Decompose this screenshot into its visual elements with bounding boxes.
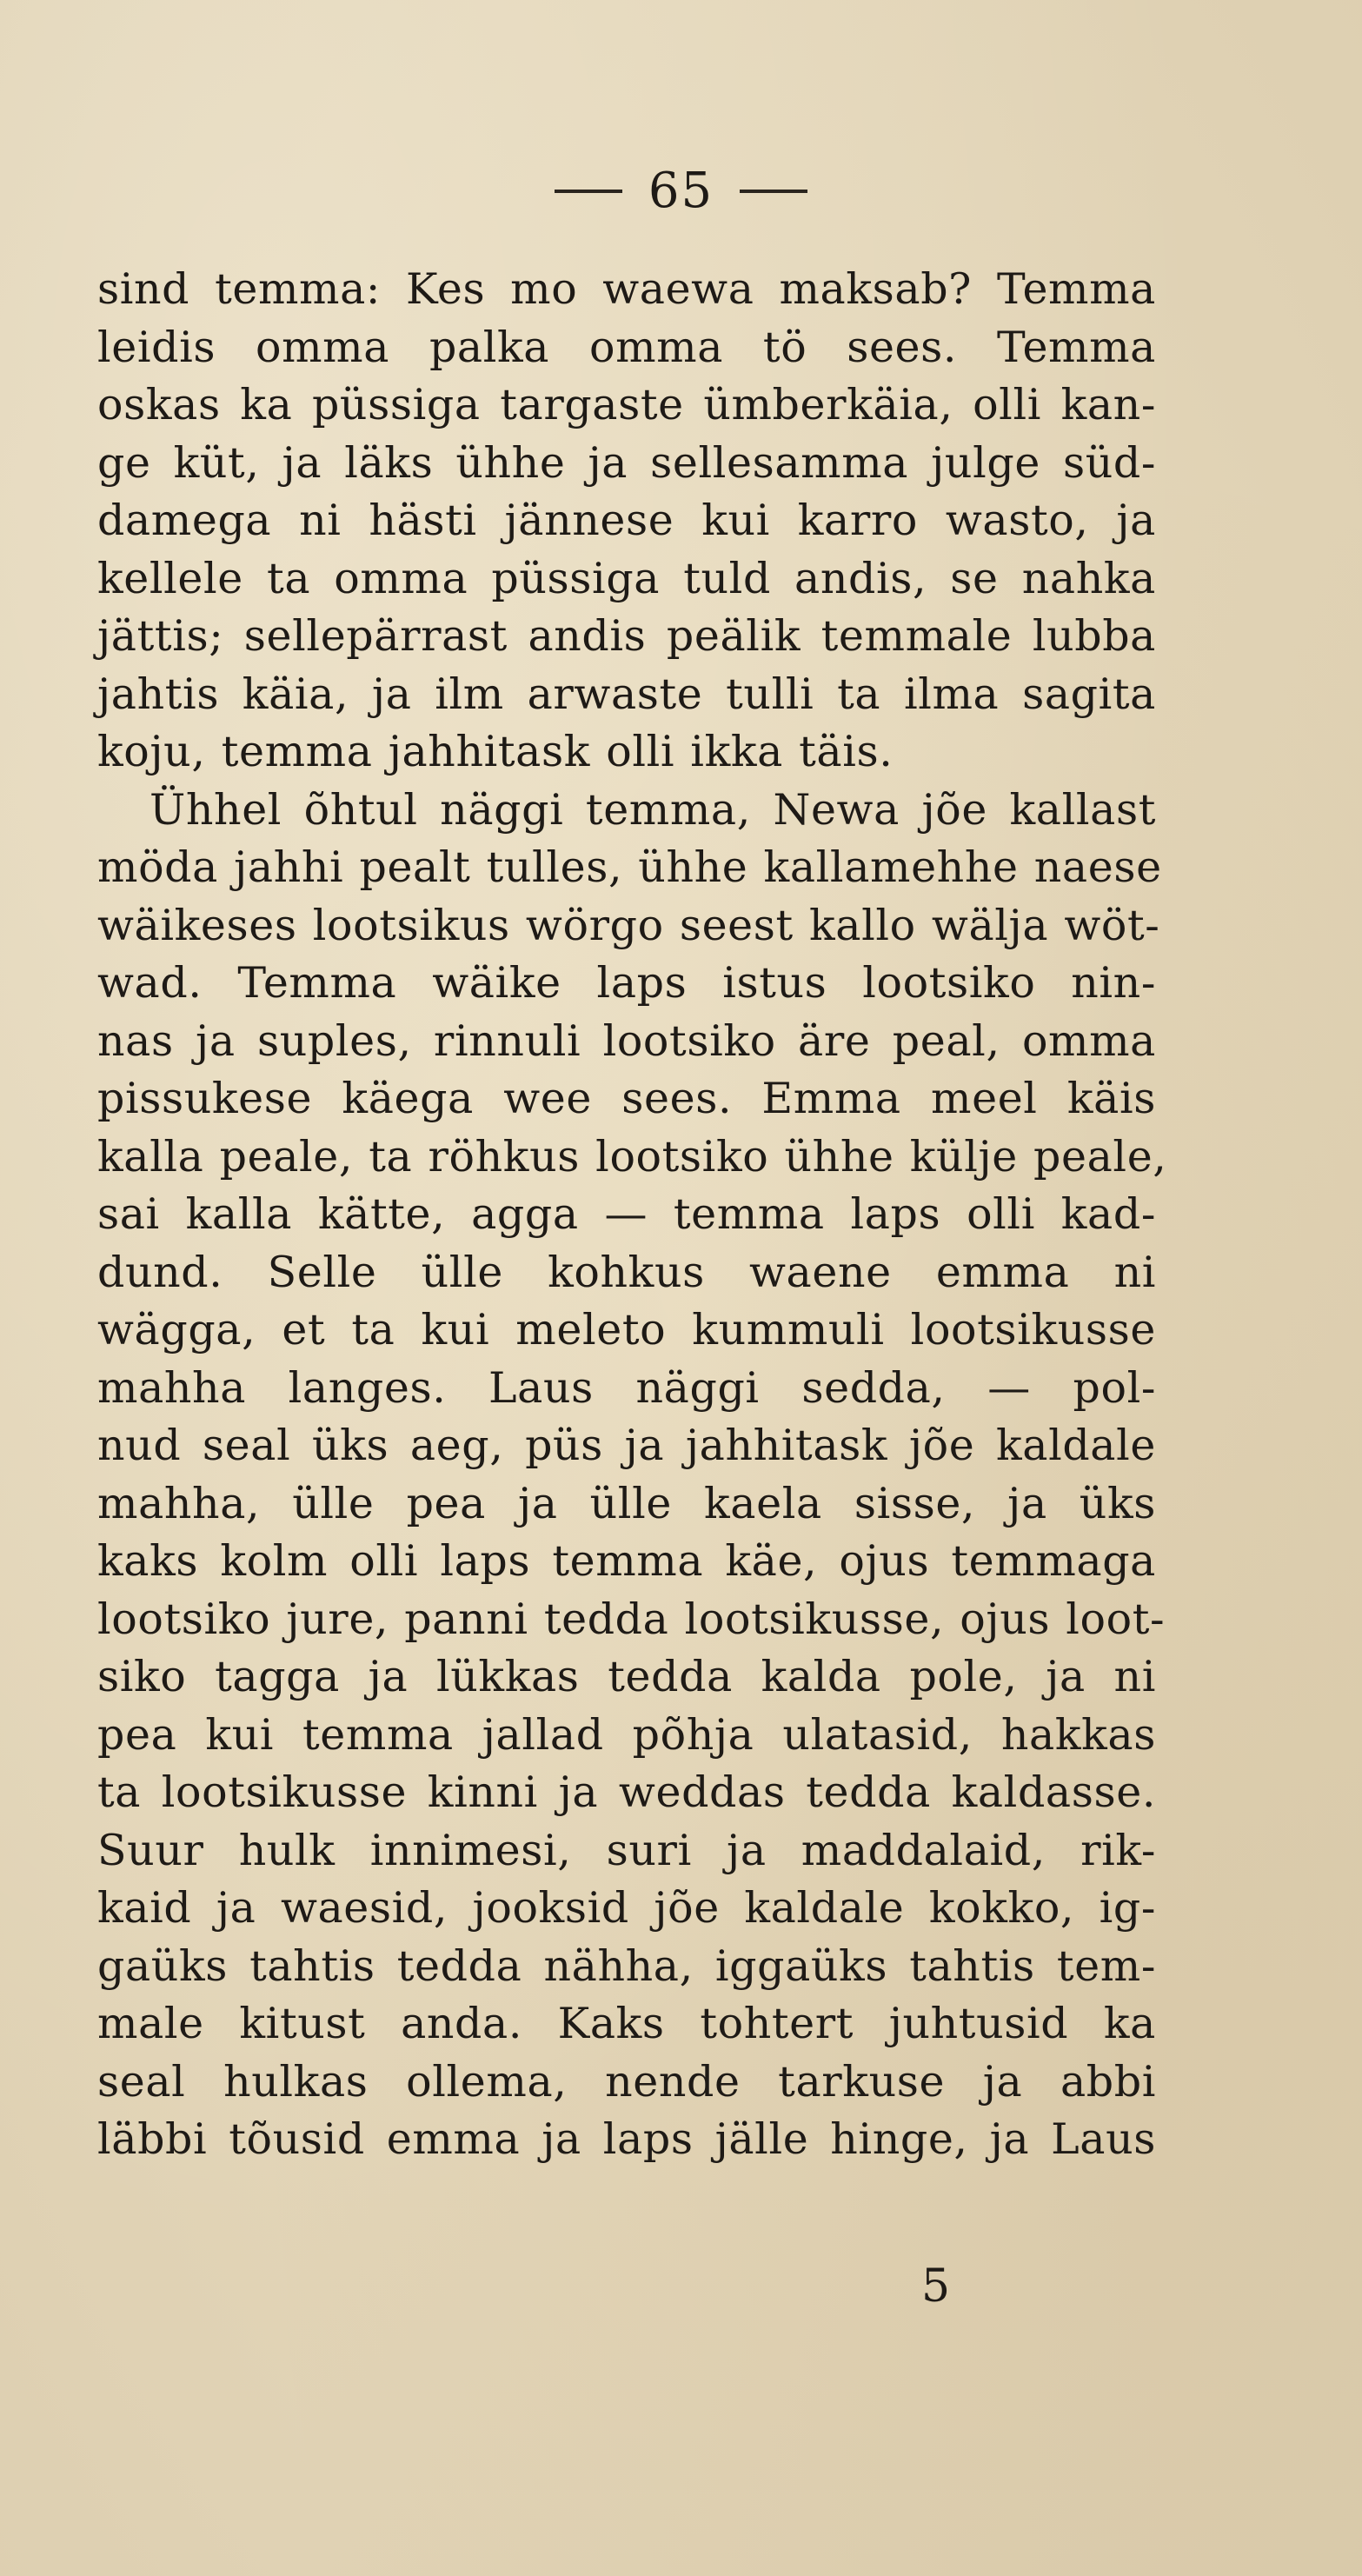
text-line: gaüks tahtis tedda nähha, iggaüks tahtis tem- [97,1940,1156,1991]
text-line: lootsiko jure, panni tedda lootsikusse, ojus loot- [97,1594,1166,1644]
text-line: wad. Temma wäike laps istus lootsiko nin- [97,958,1156,1008]
text-line: ge küt, ja läks ühhe ja sellesamma julge süd- [97,437,1156,488]
text-line: kellele ta omma püssiga tuld andis, se nahka [97,553,1156,603]
text-line: ta lootsikusse kinni ja weddas tedda kaldasse. [97,1767,1156,1817]
text-line: seal hulkas ollema, nende tarkuse ja abbi [97,2056,1156,2107]
text-line: koju, temma jahhitask olli ikka täis. [97,727,894,776]
text-line: kaid ja waesid, jooksid jõe kaldale kokko, ig- [97,1883,1156,1933]
text-line: Suur hulk innimesi, suri ja maddalaid, rik- [97,1825,1156,1875]
text-line: male kitust anda. Kaks tohtert juhtusid ka [97,1999,1156,2048]
text-line: siko tagga ja lükkas tedda kalda pole, ja ni [97,1652,1156,1701]
text-line: dund. Selle ülle kohkus waene emma ni [97,1247,1156,1297]
text-line: läbbi tõusid emma ja laps jälle hinge, ja Laus [97,2114,1156,2164]
signature-mark: 5 [921,2260,951,2313]
text-line: sind temma: Kes mo waewa maksab? Temma [97,264,1156,314]
header-dash-right [740,190,807,193]
header-dash-left [555,190,622,193]
text-line: pissukese käega wee sees. Emma meel käis [97,1074,1156,1123]
text-line: oskas ka püssiga targaste ümberkäia, olli kan- [97,380,1156,429]
text-line: kalla peale, ta röhkus lootsiko ühhe külje peale, [97,1131,1167,1181]
text-line: mahha langes. Laus näggi sedda, — pol- [97,1362,1156,1413]
text-line: damega ni hästi jännese kui karro wasto, ja [97,496,1156,545]
text-line: jahtis käia, ja ilm arwaste tulli ta ilma sagita [97,669,1156,719]
text-line: wäikeses lootsikus wörgo seest kallo wälja wöt- [97,900,1160,950]
page-text [97,261,1167,2169]
text-line: möda jahhi pealt tulles, ühhe kallamehhe naese [97,842,1162,892]
text-line: leidis omma palka omma tö sees. Temma [97,322,1156,372]
text-line: nas ja suples, rinnuli lootsiko äre peal, omma [97,1015,1156,1066]
text-line: pea kui temma jallad põhja ulatasid, hakkas [97,1709,1156,1760]
text-line: Ühhel õhtul näggi temma, Newa jõe kallast [149,784,1156,835]
text-line: sai kalla kätte, agga — temma laps olli kad- [97,1189,1156,1239]
text-line: nud seal üks aeg, püs ja jahhitask jõe kaldale [97,1421,1156,1470]
text-line: wägga, et ta kui meleto kummuli lootsikusse [97,1305,1156,1355]
text-line: kaks kolm olli laps temma käe, ojus temmaga [97,1536,1156,1586]
page-number: 65 [648,163,714,219]
text-line: mahha, ülle pea ja ülle kaela sisse, ja üks [97,1478,1156,1528]
text-line: jättis; sellepärrast andis peälik temmale lubba [97,611,1156,661]
page-header [0,156,1362,226]
